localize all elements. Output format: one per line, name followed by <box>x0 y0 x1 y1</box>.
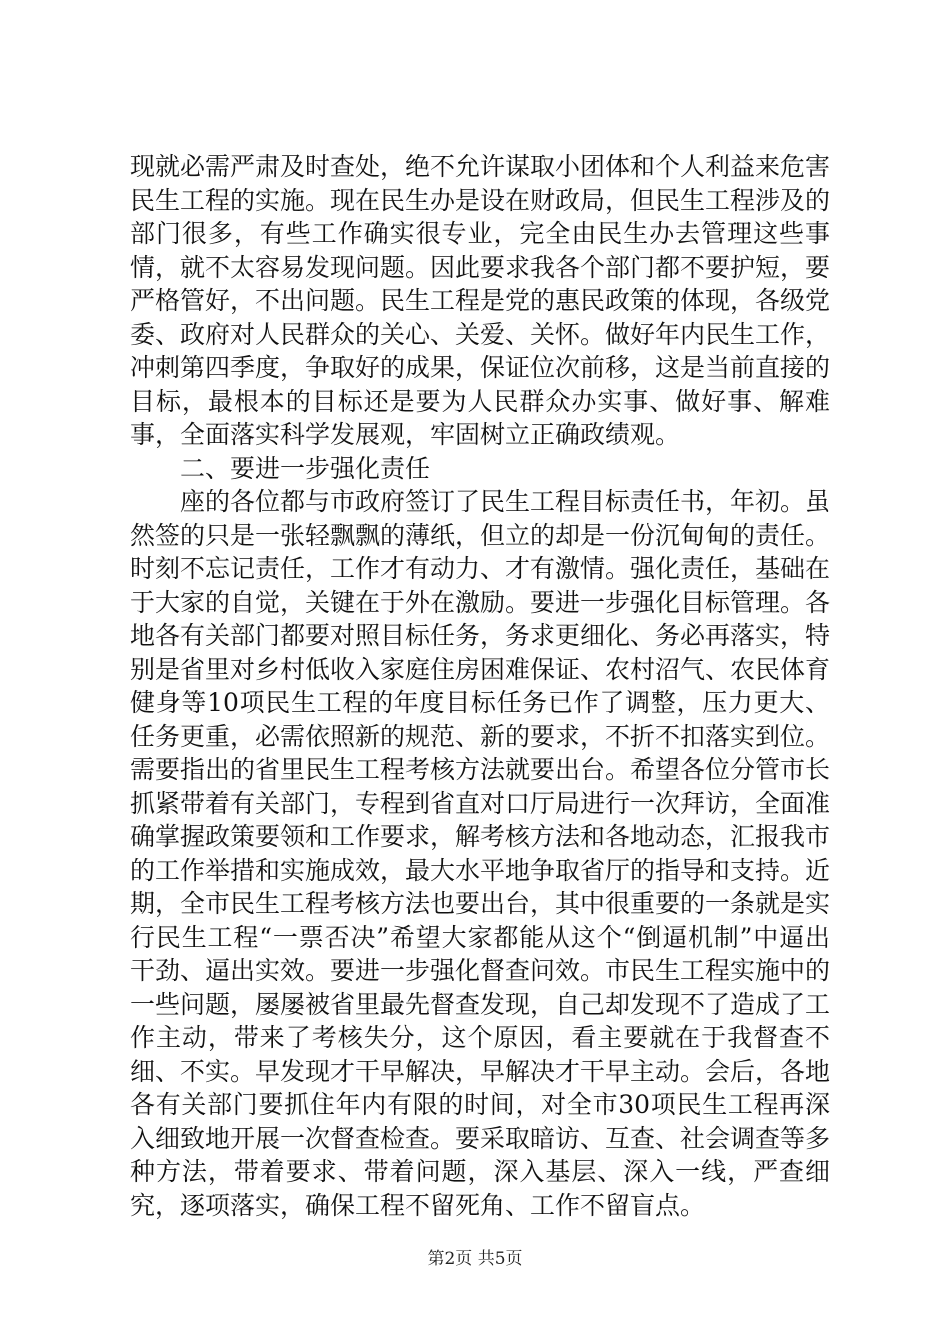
section-heading: 二、要进一步强化责任 <box>180 453 431 483</box>
paragraph-body: 座的各位都与市政府签订了民生工程目标责任书，年初。虽然签的只是一张轻飘飘的薄纸，但立的却是一份沉甸甸的责任。时刻不忘记责任，工作才有动力、才有激情。强化责任，基础在于大家的自觉，关键在于外在激励。要进一步强化目标管理。各地各有关部门都要对照目标任务，务求更细化、务必再落实，特别是省里对乡村低收入家庭住房困难保证、农村沼气、农民体育健身等10项民生工程的年度目标任务已作了调整，压力更大、任务更重，必需依照新的规范、新的要求，不折不扣落实到位。需要指出的省里民生工程考核方法就要出台。希望各位分管市长抓紧带着有关部门，专程到省直对口厅局进行一次拜访，全面准确掌握政策要领和工作要求，解考核方法和各地动态，汇报我市的工作举措和实施成效，最大水平地争取省厅的指导和支持。近期，全市民生工程考核方法也要出台，其中很重要的一条就是实行民生工程“一票否决”希望大家都能从这个“倒逼机制”中逼出干劲、逼出实效。要进一步强化督查问效。市民生工程实施中的一些问题，屡屡被省里最先督查发现，自己却发现不了造成了工作主动，带来了考核失分，这个原因，看主要就在于我督查不细、不实。早发现才干早解决，早解决才干早主动。会后，各地各有关部门要抓住年内有限的时间，对全市30项民生工程再深入细致地开展一次督查检查。要采取暗访、互查、社会调查等多种方法，带着要求、带着问题，深入基层、深入一线，严查细究，逐项落实，确保工程不留死角、工作不留盲点。 <box>130 487 831 1220</box>
page-footer: 第2页 共5页 <box>427 1249 523 1269</box>
paragraph-continued: 现就必需严肃及时查处，绝不允许谋取小团体和个人利益来危害民生工程的实施。现在民生办是设在财政局，但民生工程涉及的部门很多，有些工作确实很专业，完全由民生办去管理这些事情，就不太容易发现问题。因此要求我各个部门都不要护短，要严格管好，不出问题。民生工程是党的惠民政策的体现，各级党委、政府对人民群众的关心、关爱、关怀。做好年内民生工作，冲刺第四季度，争取好的成果，保证位次前移，这是当前直接的目标，最根本的目标还是要为人民群众办实事、做好事、解难事，全面落实科学发展观，牢固树立正确政绩观。 <box>130 152 831 449</box>
document-body <box>130 150 830 1222</box>
